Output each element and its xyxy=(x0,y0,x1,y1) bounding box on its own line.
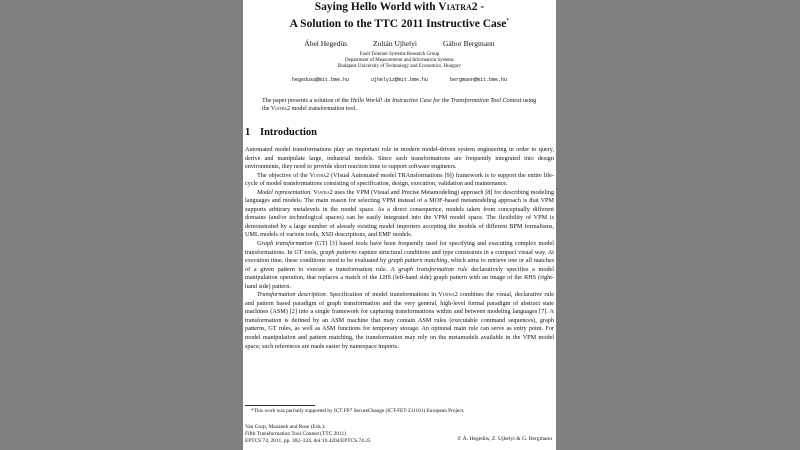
section-body xyxy=(245,146,554,351)
author-name: Gábor Bergmann xyxy=(442,39,495,48)
affiliation-line: Department of Measurement and Information Systems xyxy=(345,58,454,63)
paragraph-label: Model representation. xyxy=(257,188,312,196)
section-number: 1 xyxy=(245,127,251,138)
author-name: Zoltán Ujhelyi xyxy=(373,39,417,48)
section-heading xyxy=(245,127,317,138)
affiliation-line: Fault Tolerant Systems Research Group xyxy=(359,52,440,57)
section-title: Introduction xyxy=(260,127,317,138)
footnote-rule xyxy=(245,405,315,406)
author-email[interactable]: bergmann@mit.bme.hu xyxy=(450,77,508,83)
affiliation-line: Budapest University of Technology and Economics, Hungary xyxy=(337,64,461,69)
author-name: Ábel Hegedüs xyxy=(304,39,347,48)
copyright-notice: © Á. Hegedüs, Z. Ujhelyi & G. Bergmann xyxy=(456,436,552,442)
paragraph-label: Transformation description. xyxy=(257,291,328,299)
paragraph: Model representation. Viatra2 uses the VPM (Visual and Precise Metamodeling) approach [8] for describing modeling languages and models. The main reason for selecting VPM instead of a MOF-based metamodeling approach is that VPM supports arbitrary metalevels in the model space. As a direct consequence, models taken from conceptually different domains (and/or technological spaces) can be easily integrated into the VPM model space. The flexibility of VPM is demonstrated by a large number of already existing model importers accepting the models of different BPM formalisms, UML models of various tools, XSD descriptions, and EMF models. xyxy=(245,188,555,239)
citation-line: Van Gorp, Mazanek and Rose (Eds.): xyxy=(245,424,326,430)
author-email[interactable]: hegedusa@mit.bme.hu xyxy=(291,77,349,83)
paragraph: Automated model transformations play an important role in modern model-driven system engineering in order to query, derive and manipulate large, industrial models. Since such transformations are frequently integrated into design environments, they need to provide short reaction time to support software engineers. xyxy=(245,146,554,171)
paragraph: The objective of the Viatra2 (VIsual Automated model TRAnsformations [9]) framework is to support the entire life-cycle of model transformations consisting of specification, design, execution, validation and maintenance. xyxy=(245,171,554,188)
citation-block xyxy=(245,424,371,445)
title-footnote-mark: * xyxy=(506,18,510,24)
footnote: *This work was partially supported by ICT FP7 SecureChange (ICT-FET-231101) European Project. xyxy=(251,408,465,414)
email-list xyxy=(243,77,556,83)
paper-page xyxy=(243,0,556,450)
paper-title-line2: A Solution to the TTC 2011 Instructive Case* xyxy=(289,17,510,30)
abstract: The paper presents a solution of the Hello World! An Instructive Case for the Transformation Tool Context using the Viatra2 model transformation tool. xyxy=(262,98,537,113)
paragraph-label: Graph transformation xyxy=(257,240,313,248)
paragraph: Transformation description. Specification of model transformations in Viatra2 combines the visual, declarative rule and pattern based paradigm of graph transformation and the very general, high-level formal paradigm of abstract state machines (ASM) [2] into a single framework for capturing transformations within and between modeling languages [7]. A transformation is defined by an ASM machine that may contain ASM rules (executable command sequences), graph patterns, GT rules, as well as ASM functions for temporary storage. An optional main rule can serve as entry point. For model manipulation and pattern matching, the transformation may rely on the metamodels available in the VPM model space; such references are made easier by namespace imports. xyxy=(245,291,554,350)
paragraph: Graph transformation (GT) [3] based tools have been frequently used for specifying and executing complex model transformations. In GT tools, graph patterns capture structural conditions and type constraints in a compact visual way. At execution time, these conditions need to be evaluated by graph pattern matching, which aims to retrieve one or all matches of a given pattern to execute a transformation rule. A graph transformation rule declaratively specifies a model manipulation operation, that replaces a match of the LHS (left-hand side) graph pattern with an image of the RHS (right-hand side) pattern. xyxy=(245,240,555,290)
paper-title-line1: Saying Hello World with Viatra2 - xyxy=(314,1,485,13)
author-email[interactable]: ujhelyiz@mit.bme.hu xyxy=(370,77,428,83)
author-list xyxy=(243,39,556,48)
citation-line: EPTCS 74, 2011, pp. 302–324, doi:10.4204/EPTCS.74.25 xyxy=(245,437,371,444)
citation-line: Fifth Transformation Tool Contest (TTC 2011) xyxy=(245,430,346,437)
